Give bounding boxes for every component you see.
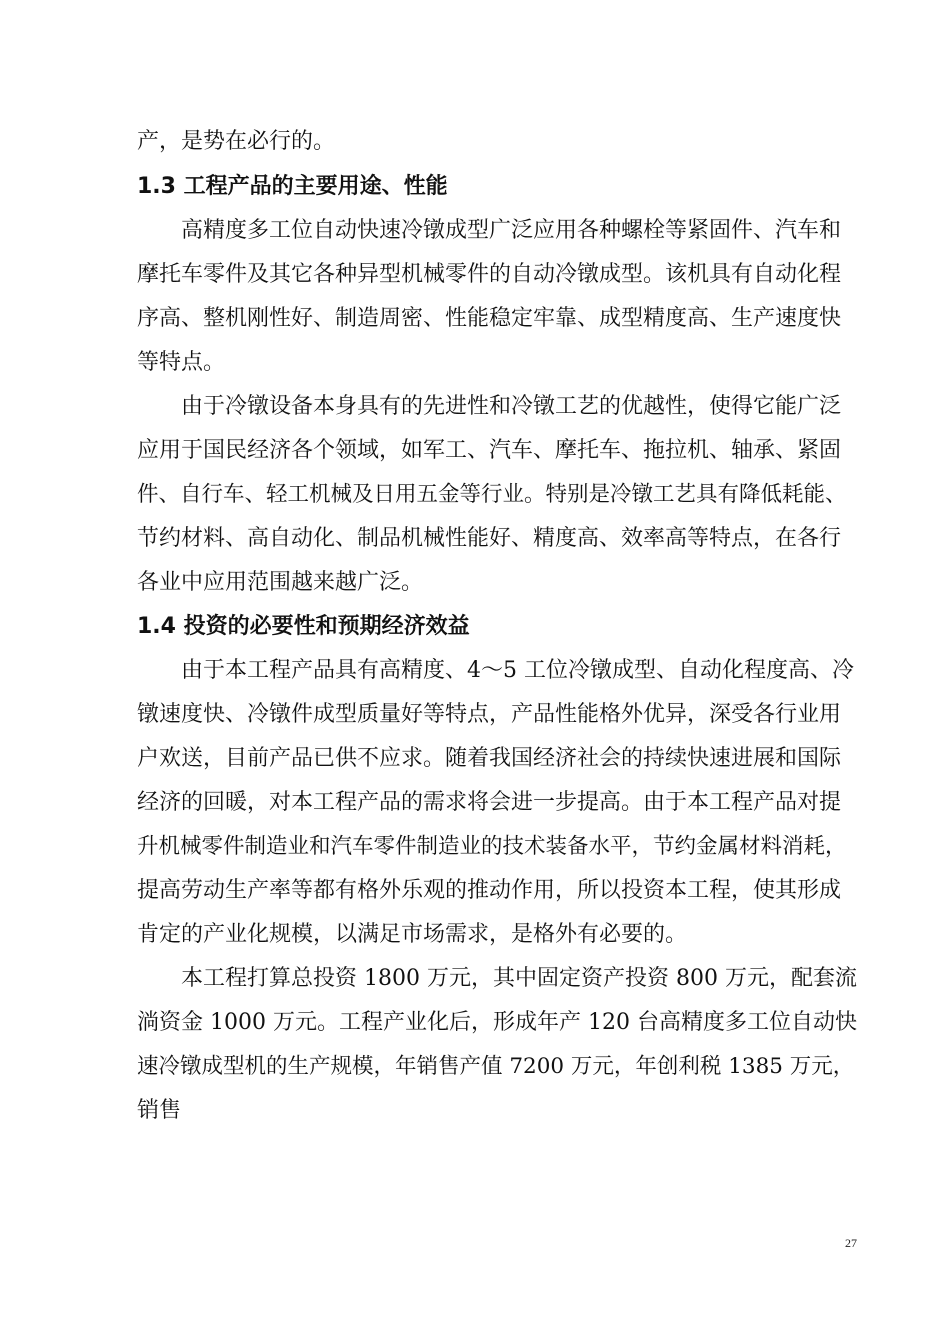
- text-line: 升机械零件制造业和汽车零件制造业的技术装备水平，节约金属材料消耗，: [137, 834, 847, 859]
- section-heading-1-4: 1.4 投资的必要性和预期经济效益: [137, 614, 470, 639]
- text-line: 户欢送，目前产品已供不应求。随着我国经济社会的持续快速进展和国际: [137, 746, 842, 771]
- text-line: 经济的回暖，对本工程产品的需求将会进一步提高。由于本工程产品对提: [137, 790, 842, 815]
- text-line: 镦速度快、冷镦件成型质量好等特点，产品性能格外优异，深受各行业用: [137, 702, 842, 727]
- text-line: 由于冷镦设备本身具有的先进性和冷镦工艺的优越性，使得它能广泛: [181, 394, 842, 419]
- text-line: 速冷镦成型机的生产规模，年销售产值 7200 万元，年创利税 1385 万元，: [137, 1054, 855, 1079]
- text-line: 序高、整机刚性好、制造周密、性能稳定牢靠、成型精度高、生产速度快: [137, 306, 842, 331]
- text-line: 本工程打算总投资 1800 万元，其中固定资产投资 800 万元，配套流: [181, 966, 857, 991]
- text-line: 提高劳动生产率等都有格外乐观的推动作用，所以投资本工程，使其形成: [137, 878, 842, 903]
- text-line: 各业中应用范围越来越广泛。: [137, 570, 424, 595]
- text-line: 等特点。: [137, 350, 226, 375]
- text-line: 件、自行车、轻工机械及日用五金等行业。特别是冷镦工艺具有降低耗能、: [137, 482, 847, 507]
- text-line: 销售: [137, 1098, 182, 1123]
- text-line: 产，是势在必行的。: [137, 129, 336, 154]
- text-line: 应用于国民经济各个领域，如军工、汽车、摩托车、拖拉机、轴承、紧固: [137, 438, 842, 463]
- text-line: 肯定的产业化规模，以满足市场需求，是格外有必要的。: [137, 922, 688, 947]
- text-line: 高精度多工位自动快速冷镦成型广泛应用各种螺栓等紧固件、汽车和: [181, 218, 842, 243]
- text-line: 节约材料、高自动化、制品机械性能好、精度高、效率高等特点，在各行: [137, 526, 842, 551]
- page-number: 27: [845, 1236, 857, 1250]
- text-line: 由于本工程产品具有高精度、4～5 工位冷镦成型、自动化程度高、冷: [181, 658, 854, 683]
- text-line: 摩托车零件及其它各种异型机械零件的自动冷镦成型。该机具有自动化程: [137, 262, 842, 287]
- text-line: 淌资金 1000 万元。工程产业化后，形成年产 120 台高精度多工位自动快: [137, 1010, 857, 1035]
- section-heading-1-3: 1.3 工程产品的主要用途、性能: [137, 174, 448, 199]
